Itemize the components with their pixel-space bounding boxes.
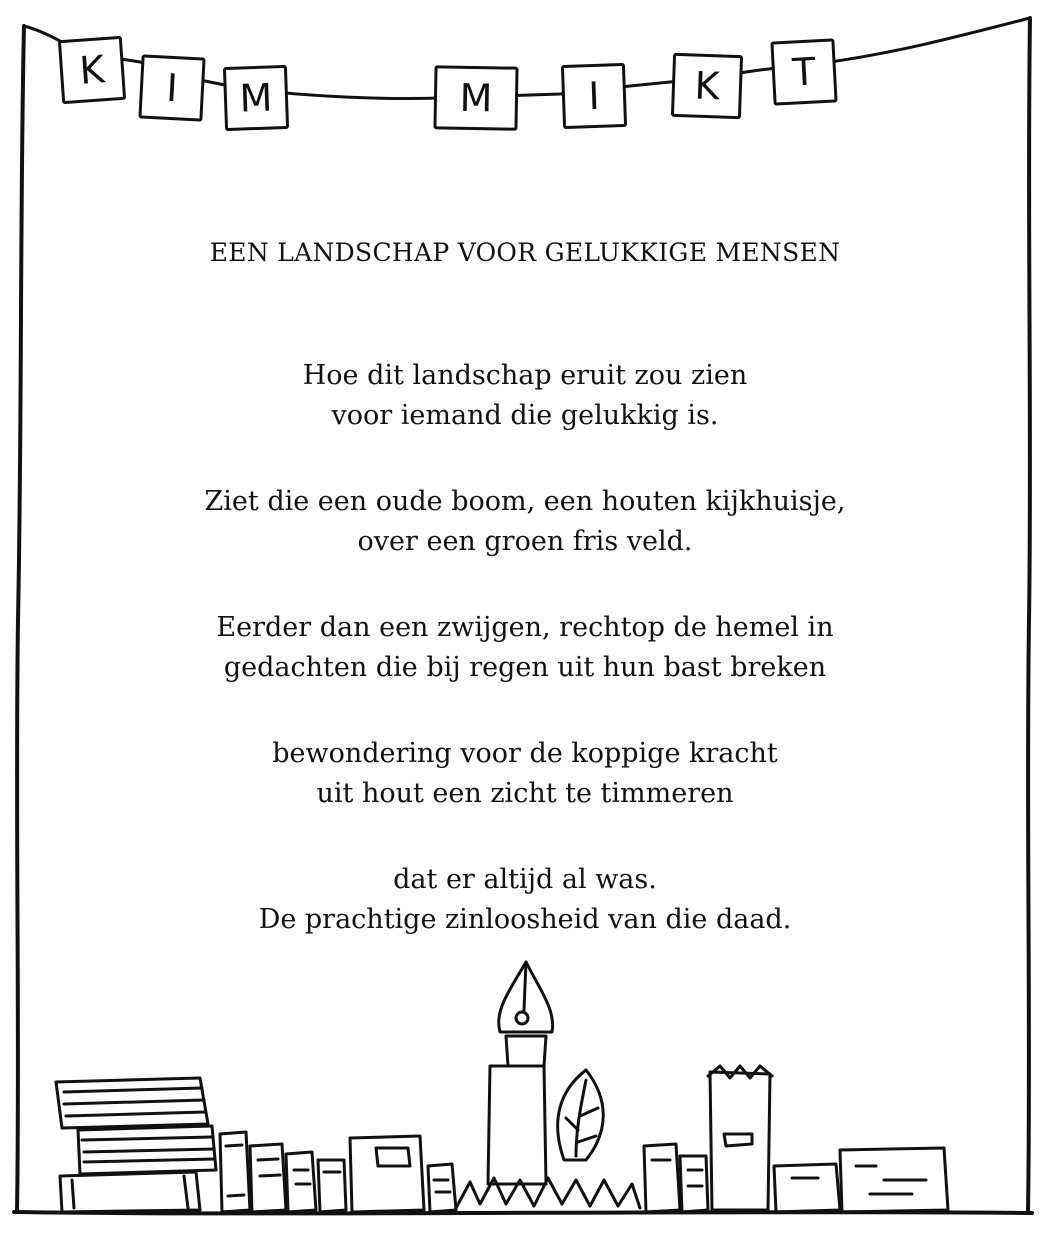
banner-letter: K (78, 47, 106, 93)
poem-line: De prachtige zinloosheid van die daad. (258, 904, 792, 935)
book-row-right-icon (644, 1066, 948, 1212)
book-stack-icon (56, 1078, 216, 1212)
poem-line: Eerder dan een zwijgen, rechtop de hemel in (216, 612, 834, 643)
poem-line: Hoe dit landschap eruit zou zien (302, 360, 748, 391)
poem-line: bewondering voor de koppige kracht (272, 738, 778, 769)
fountain-pen-icon (488, 962, 553, 1184)
poem-line: Ziet die een oude boom, een houten kijkhuisje, (204, 486, 846, 517)
poem-title: EEN LANDSCHAP VOOR GELUKKIGE MENSEN (209, 238, 841, 267)
poem-line: over een groen fris veld. (357, 526, 693, 557)
poem-line: uit hout een zicht te timmeren (316, 778, 734, 809)
banner-letter: M (238, 75, 274, 121)
upright-books-icon (220, 1132, 456, 1212)
banner-letter: I (587, 73, 601, 119)
poem-line: dat er altijd al was. (393, 864, 657, 895)
banner-letter: T (791, 49, 817, 95)
banner-letter: M (459, 75, 493, 121)
banner-letter: K (693, 63, 721, 109)
banner-letter: I (165, 65, 179, 111)
grass-icon (456, 1178, 640, 1208)
leaf-icon (558, 1070, 604, 1160)
poem-line: voor iemand die gelukkig is. (331, 400, 719, 431)
poem-line: gedachten die bij regen uit hun bast breken (223, 652, 827, 683)
